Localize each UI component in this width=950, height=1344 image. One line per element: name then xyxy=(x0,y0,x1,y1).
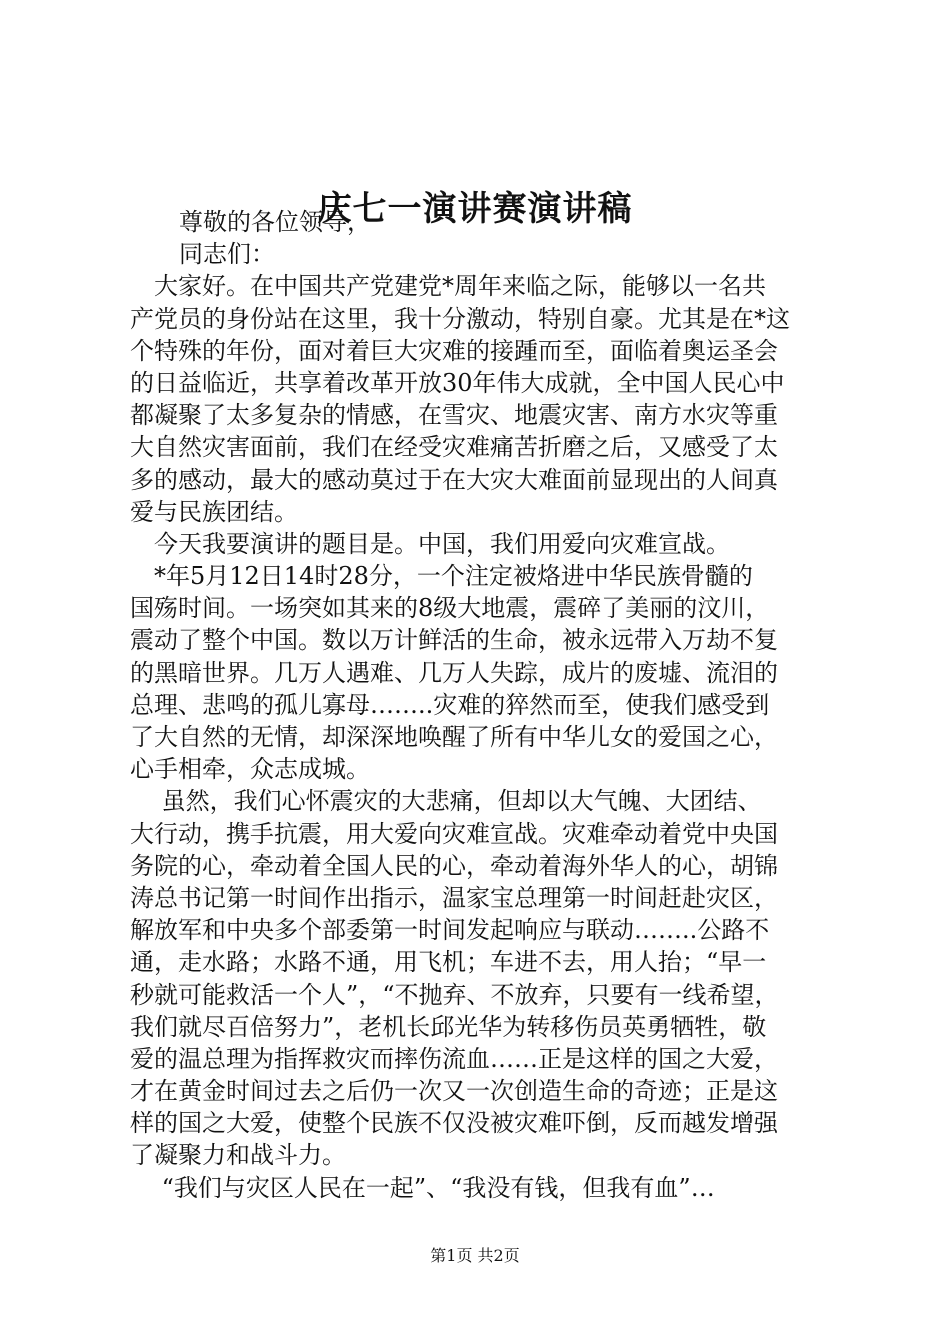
body-line: 的黑暗世界。几万人遇难、几万人失踪，成片的废墟、流泪的 xyxy=(130,658,778,687)
body-line: 了大自然的无情，却深深地唤醒了所有中华儿女的爱国之心， xyxy=(130,723,778,751)
body-line: 爱的温总理为指挥救灾而摔伤流血……正是这样的国之大爱， xyxy=(130,1044,778,1073)
body-line: 涛总书记第一时间作出指示，温家宝总理第一时间赶赴灾区， xyxy=(130,883,778,912)
body-line: 爱与民族团结。 xyxy=(130,497,298,526)
body-line: 国殇时间。一场突如其来的8级大地震，震碎了美丽的汶川， xyxy=(130,594,770,623)
body-line: 震动了整个中国。数以万计鲜活的生命，被永远带入万劫不复 xyxy=(130,626,778,655)
body-line: 通，走水路；水路不通，用飞机；车进不去，用人抬；“早一 xyxy=(130,948,767,977)
body-line: 务院的心，牵动着全国人民的心，牵动着海外华人的心，胡锦 xyxy=(130,851,778,880)
body-line: 大家好。在中国共产党建党*周年来临之际，能够以一名共 xyxy=(130,272,766,301)
body-line: 总理、悲鸣的孤儿寡母……..灾难的猝然而至，使我们感受到 xyxy=(130,690,770,719)
salutation-line: 同志们： xyxy=(179,240,275,269)
body-line: 个特殊的年份，面对着巨大灾难的接踵而至，面临着奥运圣会 xyxy=(130,336,778,365)
body-line: 产党员的身份站在这里，我十分激动，特别自豪。尤其是在*这 xyxy=(130,304,790,333)
body-line: 了凝聚力和战斗力。 xyxy=(130,1141,346,1170)
body-line: 多的感动，最大的感动莫过于在大灾大难面前显现出的人间真 xyxy=(130,465,778,494)
body-line: *年5月12日14时28分，一个注定被烙进中华民族骨髓的 xyxy=(130,562,753,591)
body-line: 今天我要演讲的题目是。中国，我们用爱向灾难宣战。 xyxy=(130,529,730,558)
body-lines xyxy=(130,270,830,1203)
page-footer: 第1页 共2页 xyxy=(430,1246,520,1265)
body-line: 样的国之大爱，使整个民族不仅没被灾难吓倒，反而越发增强 xyxy=(130,1109,778,1138)
body-line: 都凝聚了太多复杂的情感，在雪灾、地震灾害、南方水灾等重 xyxy=(130,401,778,430)
body-line: 才在黄金时间过去之后仍一次又一次创造生命的奇迹；正是这 xyxy=(130,1077,778,1106)
document-body xyxy=(130,206,830,1204)
body-line: 心手相牵，众志成城。 xyxy=(130,755,370,784)
document-title: 庆七一演讲赛演讲稿 xyxy=(317,189,633,229)
body-line: 秒就可能救活一个人”，“不抛弃、不放弃，只要有一线希望， xyxy=(130,980,779,1009)
body-line: 虽然，我们心怀震灾的大悲痛，但却以大气魄、大团结、 xyxy=(130,787,762,816)
salutation-line: 尊敬的各位领导， xyxy=(179,208,371,236)
body-line: “我们与灾区人民在一起”、“我没有钱，但我有血”… xyxy=(130,1173,715,1202)
body-line: 大行动，携手抗震，用大爱向灾难宣战。灾难牵动着党中央国 xyxy=(130,819,778,848)
body-line: 大自然灾害面前，我们在经受灾难痛苦折磨之后，又感受了太 xyxy=(130,433,778,462)
body-line: 我们就尽百倍努力”，老机长邱光华为转移伤员英勇牺牲，敬 xyxy=(130,1012,767,1041)
body-line: 的日益临近，共享着改革开放30年伟大成就，全中国人民心中 xyxy=(130,368,785,397)
body-line: 解放军和中央多个部委第一时间发起响应与联动……..公路不 xyxy=(130,916,770,945)
